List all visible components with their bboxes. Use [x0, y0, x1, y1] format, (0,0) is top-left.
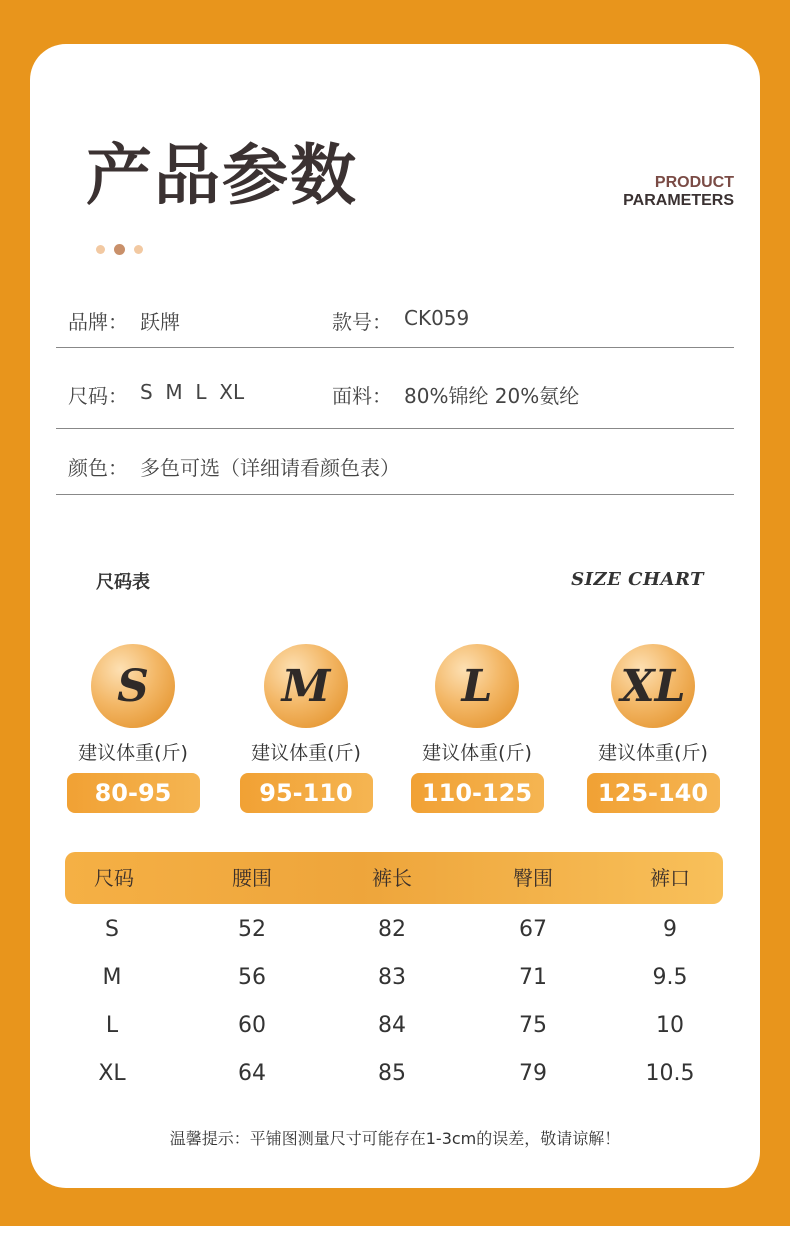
cell: XL: [98, 1061, 126, 1086]
dot-icon: [96, 245, 105, 254]
size-cards: [66, 644, 726, 824]
cell: 75: [519, 1013, 547, 1038]
model-label: 款号：: [332, 310, 392, 334]
model-value: CK059: [404, 306, 470, 330]
table-row: [65, 906, 723, 954]
param-row-color: [56, 450, 734, 495]
weight-range: 110-125: [411, 773, 544, 813]
size-card-s: [66, 644, 200, 813]
table-header: [65, 852, 723, 904]
param-row-size: [56, 378, 734, 429]
page-subtitle: [623, 174, 734, 210]
size-card-xl: [586, 644, 720, 813]
header-waist: 腰围: [232, 866, 272, 890]
size-chart-title-en: SIZE CHART: [571, 569, 704, 590]
size-table: [65, 852, 723, 1098]
cell: 10: [656, 1013, 684, 1038]
cell: 9: [663, 917, 677, 942]
size-badge: L: [435, 644, 519, 728]
param-row-brand: [56, 306, 734, 348]
color-label: 颜色：: [68, 456, 128, 480]
size-badge: M: [264, 644, 348, 728]
table-row: [65, 1050, 723, 1098]
cell: S: [105, 917, 119, 942]
cell: 71: [519, 965, 547, 990]
content-card: [30, 44, 760, 1188]
cell: 56: [238, 965, 266, 990]
weight-caption: 建议体重(斤): [251, 742, 361, 764]
page-title: 产品参数: [86, 137, 358, 214]
cell: 52: [238, 917, 266, 942]
size-card-l: [410, 644, 544, 813]
decorative-dots: [96, 244, 143, 255]
dot-icon: [114, 244, 125, 255]
fabric-value: 80%锦纶 20%氨纶: [404, 384, 580, 408]
weight-range: 80-95: [67, 773, 200, 813]
fabric-label: 面料：: [332, 384, 392, 408]
cell: 64: [238, 1061, 266, 1086]
dot-icon: [134, 245, 143, 254]
weight-caption: 建议体重(斤): [598, 742, 708, 764]
measurement-note: 温馨提示：平铺图测量尺寸可能存在1-3cm的误差，敬请谅解！: [169, 1129, 621, 1148]
brand-label: 品牌：: [68, 310, 128, 334]
size-card-m: [239, 644, 373, 813]
cell: 83: [378, 965, 406, 990]
color-value: 多色可选（详细请看颜色表）: [140, 456, 400, 480]
cell: 82: [378, 917, 406, 942]
size-chart-title: 尺码表: [96, 572, 150, 593]
cell: M: [102, 965, 122, 990]
size-value: S M L XL: [140, 380, 245, 404]
header-hip: 臀围: [513, 866, 553, 890]
cell: L: [105, 1013, 119, 1038]
weight-caption: 建议体重(斤): [78, 742, 188, 764]
size-badge: XL: [611, 644, 695, 728]
cell: 84: [378, 1013, 406, 1038]
brand-value: 跃牌: [140, 310, 180, 334]
table-row: [65, 954, 723, 1002]
cell: 60: [238, 1013, 266, 1038]
header-hem: 裤口: [650, 866, 690, 890]
header-size: 尺码: [94, 866, 134, 890]
header-length: 裤长: [372, 866, 412, 890]
subtitle-line-1: PRODUCT: [654, 174, 734, 191]
weight-range: 95-110: [240, 773, 373, 813]
weight-caption: 建议体重(斤): [422, 742, 532, 764]
weight-range: 125-140: [587, 773, 720, 813]
cell: 9.5: [652, 965, 688, 990]
size-badge: S: [91, 644, 175, 728]
cell: 85: [378, 1061, 406, 1086]
cell: 10.5: [645, 1061, 695, 1086]
cell: 67: [519, 917, 547, 942]
size-label: 尺码：: [68, 384, 128, 408]
subtitle-line-2: PARAMETERS: [623, 192, 734, 209]
table-row: [65, 1002, 723, 1050]
cell: 79: [519, 1061, 547, 1086]
